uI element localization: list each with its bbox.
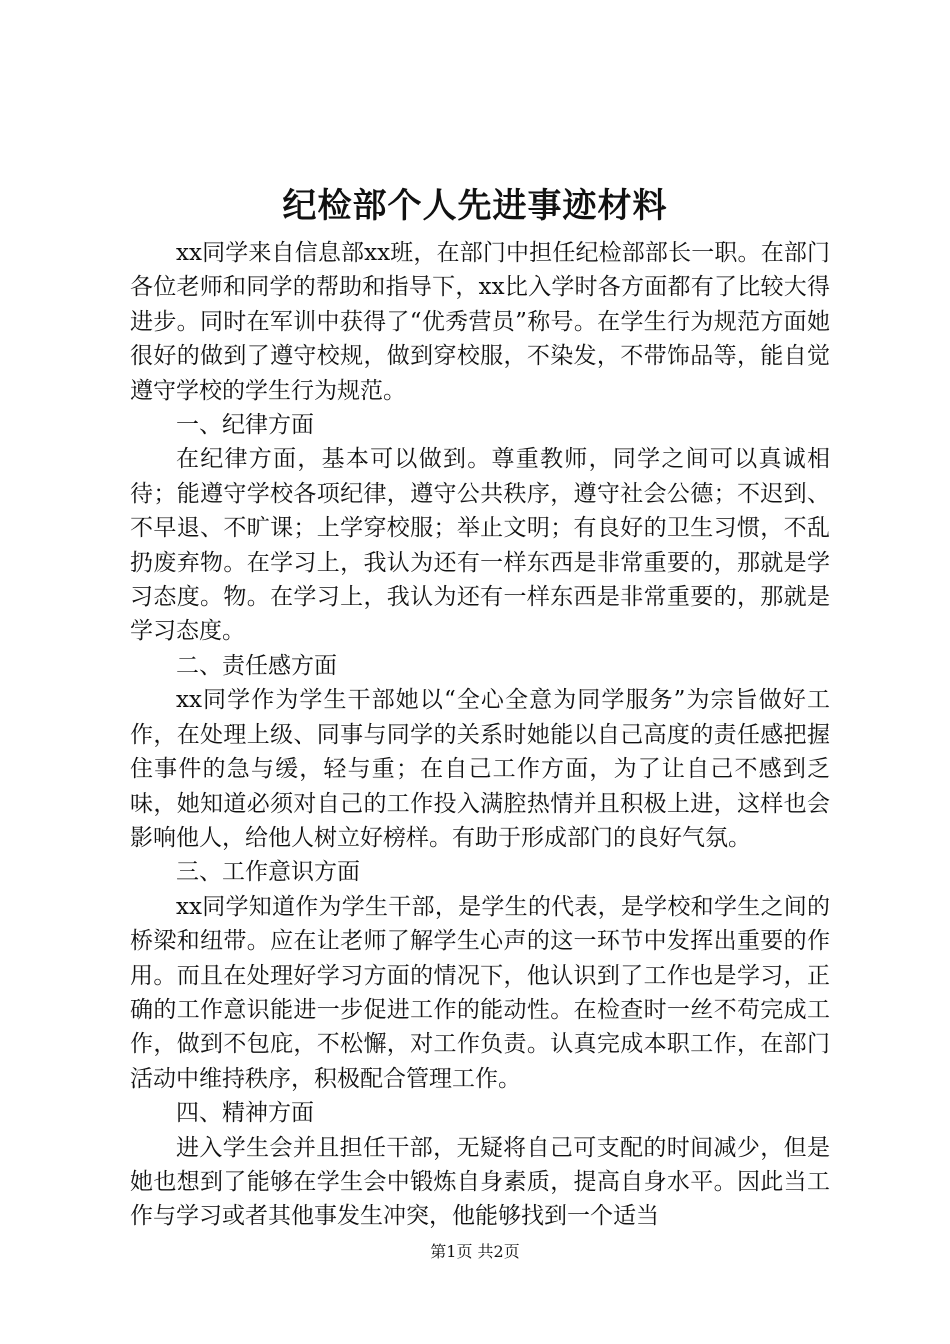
page-footer: 第1页 共2页 [430, 1242, 520, 1261]
section-heading-spirit: 四、精神方面 [176, 1100, 314, 1127]
section-heading-work-awareness: 三、工作意识方面 [176, 859, 360, 886]
section-heading-responsibility: 二、责任感方面 [176, 652, 337, 679]
paragraph-work-awareness: xx同学知道作为学生干部，是学生的代表，是学校和学生之间的桥梁和纽带。应在让老师了解学生心声的这一环节中发挥出重要的作用。而且在处理好学习方面的情况下，他认识到了工作也是学习，正确的工作意识能进一步促进工作的能动性。在检查时一丝不苟完成工作，做到不包庇，不松懈，对工作负责。认真完成本职工作，在部门活动中维持秩序，积极配合管理工作。 [130, 893, 830, 1092]
document-body [130, 236, 830, 1234]
section-heading-discipline: 一、纪律方面 [176, 412, 314, 439]
paragraph-spirit: 进入学生会并且担任干部，无疑将自己可支配的时间减少，但是她也想到了能够在学生会中锻炼自身素质，提高自身水平。因此当工作与学习或者其他事发生冲突，他能够找到一个适当 [130, 1134, 830, 1230]
paragraph-discipline: 在纪律方面，基本可以做到。尊重教师，同学之间可以真诚相待；能遵守学校各项纪律，遵守公共秩序，遵守社会公德；不迟到、不早退、不旷课；上学穿校服；举止文明；有良好的卫生习惯，不乱扔废弃物。在学习上，我认为还有一样东西是非常重要的，那就是学习态度。物。在学习上，我认为还有一样东西是非常重要的，那就是学习态度。 [130, 446, 830, 645]
document-title: 纪检部个人先进事迹材料 [282, 186, 668, 226]
paragraph-intro: xx同学来自信息部xx班，在部门中担任纪检部部长一职。在部门各位老师和同学的帮助和指导下，xx比入学时各方面都有了比较大得进步。同时在军训中获得了“优秀营员”称号。在学生行为规范方面她很好的做到了遵守校规，做到穿校服，不染发，不带饰品等，能自觉遵守学校的学生行为规范。 [130, 240, 830, 404]
paragraph-responsibility: xx同学作为学生干部她以“全心全意为同学服务”为宗旨做好工作，在处理上级、同事与同学的关系时她能以自己高度的责任感把握住事件的急与缓，轻与重；在自己工作方面，为了让自己不感到乏味，她知道必须对自己的工作投入满腔热情并且积极上进，这样也会影响他人，给他人树立好榜样。有助于形成部门的良好气氛。 [130, 687, 830, 851]
